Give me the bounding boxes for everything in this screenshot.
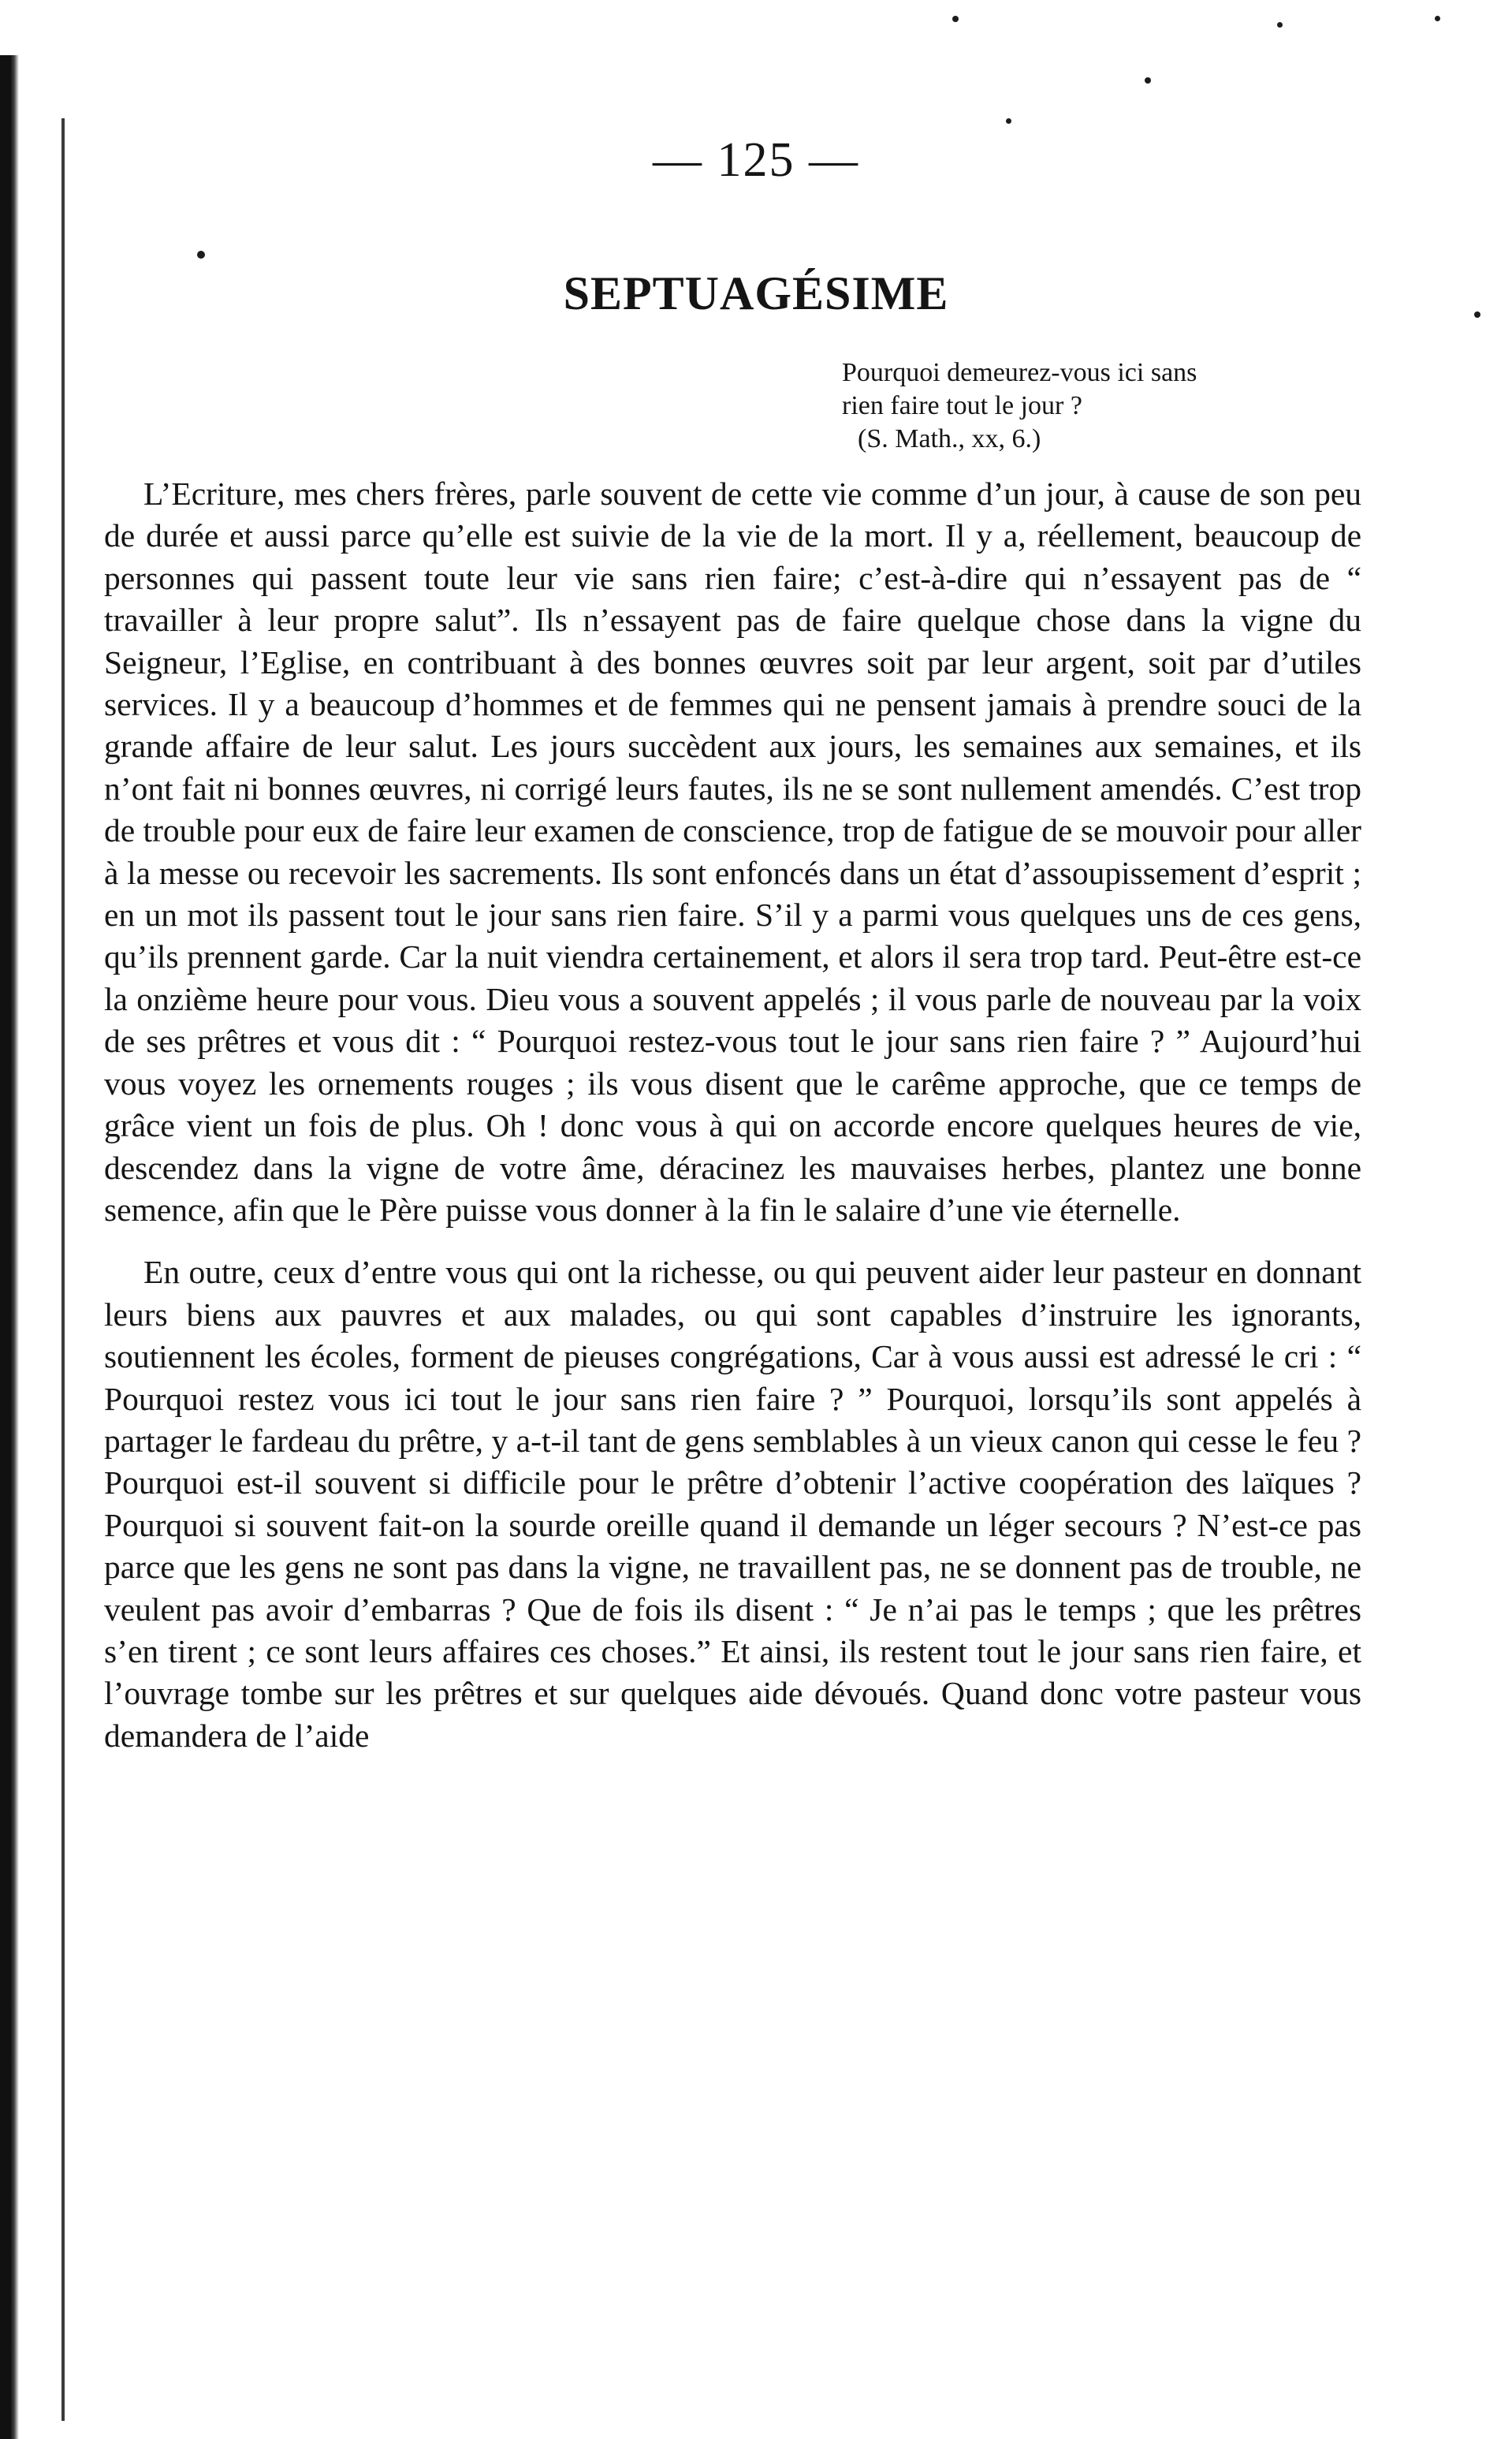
ink-speck: [1435, 16, 1440, 21]
sermon-text: [104, 473, 1361, 1757]
page-title: SEPTUAGÉSIME: [563, 267, 949, 319]
paragraph: L’Ecriture, mes chers frères, parle souvent de cette vie comme d’un jour, à cause de son peu de durée et aussi parce qu’elle est suivie de la vie de la mort. Il y a, réellement, beaucoup de personnes qui passent toute leur vie sans rien faire; c’est-à-dire qui n’essayent pas de “ travailler à leur propre salut”. Ils n’essayent pas de faire quelque chose dans la vigne du Seigneur, l’Eglise, en contribuant à des bonnes œuvres soit par leur argent, soit par d’utiles services. Il y a beaucoup d’hommes et de femmes qui ne pensent jamais à prendre souci de la grande affaire de leur salut. Les jours succèdent aux jours, les semaines aux semaines, et ils n’ont fait ni bonnes œuvres, ni corrigé leurs fautes, ils ne se sont nullement amendés. C’est trop de trouble pour eux de faire leur examen de conscience, trop de fatigue de se mouvoir pour aller à la messe ou recevoir les sacrements. Ils sont enfoncés dans un état d’assoupissement d’esprit ; en un mot ils passent tout le jour sans rien faire. S’il y a parmi vous quelques uns de ces gens, qu’ils prennent garde. Car la nuit viendra certainement, et alors il sera trop tard. Peut-être est-ce la onzième heure pour vous. Dieu vous a souvent appelés ; il vous parle de nouveau par la voix de ses prêtres et vous dit : “ Pourquoi restez-vous tout le jour sans rien faire ? ” Aujourd’hui vous voyez les ornements rouges ; ils vous disent que le carême approche, que ce temps de grâce vient un fois de plus. Oh ! donc vous à qui on accorde encore quelques heures de vie, descendez dans la vigne de votre âme, déracinez les mauvaises herbes, plantez une bonne semence, afin que le Père puisse vous donner à la fin le salaire d’une vie éternelle.: [104, 475, 1361, 1228]
page-number: — 125 —: [653, 133, 859, 187]
ink-speck: [197, 251, 205, 259]
ink-speck: [1277, 22, 1283, 28]
ink-speck: [1145, 77, 1151, 84]
binding-line: [61, 118, 65, 2421]
epigraph: [842, 356, 1394, 456]
epigraph-line: Pourquoi demeurez-vous ici sans: [842, 358, 1197, 387]
ink-speck: [1006, 118, 1011, 124]
epigraph-line: rien faire tout le jour ?: [842, 391, 1082, 420]
epigraph-reference: (S. Math., xx, 6.): [858, 424, 1041, 453]
ink-speck: [952, 16, 959, 22]
binding-shadow: [0, 55, 19, 2439]
paragraph: En outre, ceux d’entre vous qui ont la richesse, ou qui peuvent aider leur pasteur en donnant leurs biens aux pauvres et aux malades, ou qui sont capables d’instruire les ignorants, soutiennent les écoles, forment de pieuses congrégations, Car à vous aussi est adressé le cri : “ Pourquoi restez vous ici tout le jour sans rien faire ? ” Pourquoi, lorsqu’ils sont appelés à partager le fardeau du prêtre, y a-t-il tant de gens semblables à un vieux canon qui cesse le feu ? Pourquoi est-il souvent si difficile pour le prêtre d’obtenir l’active coopération des laïques ? Pourquoi si souvent fait-on la sourde oreille quand il demande un léger secours ? N’est-ce pas parce que les gens ne sont pas dans la vigne, ne travaillent pas, ne se donnent pas de trouble, ne veulent pas avoir d’embarras ? Que de fois ils disent : “ Je n’ai pas le temps ; que les prêtres s’en tirent ; ce sont leurs affaires ces choses.” Et ainsi, ils restent tout le jour sans rien faire, et l’ouvrage tombe sur les prêtres et sur quelques aide dévoués. Quand donc votre pasteur vous demandera de l’aide: [104, 1254, 1361, 1754]
